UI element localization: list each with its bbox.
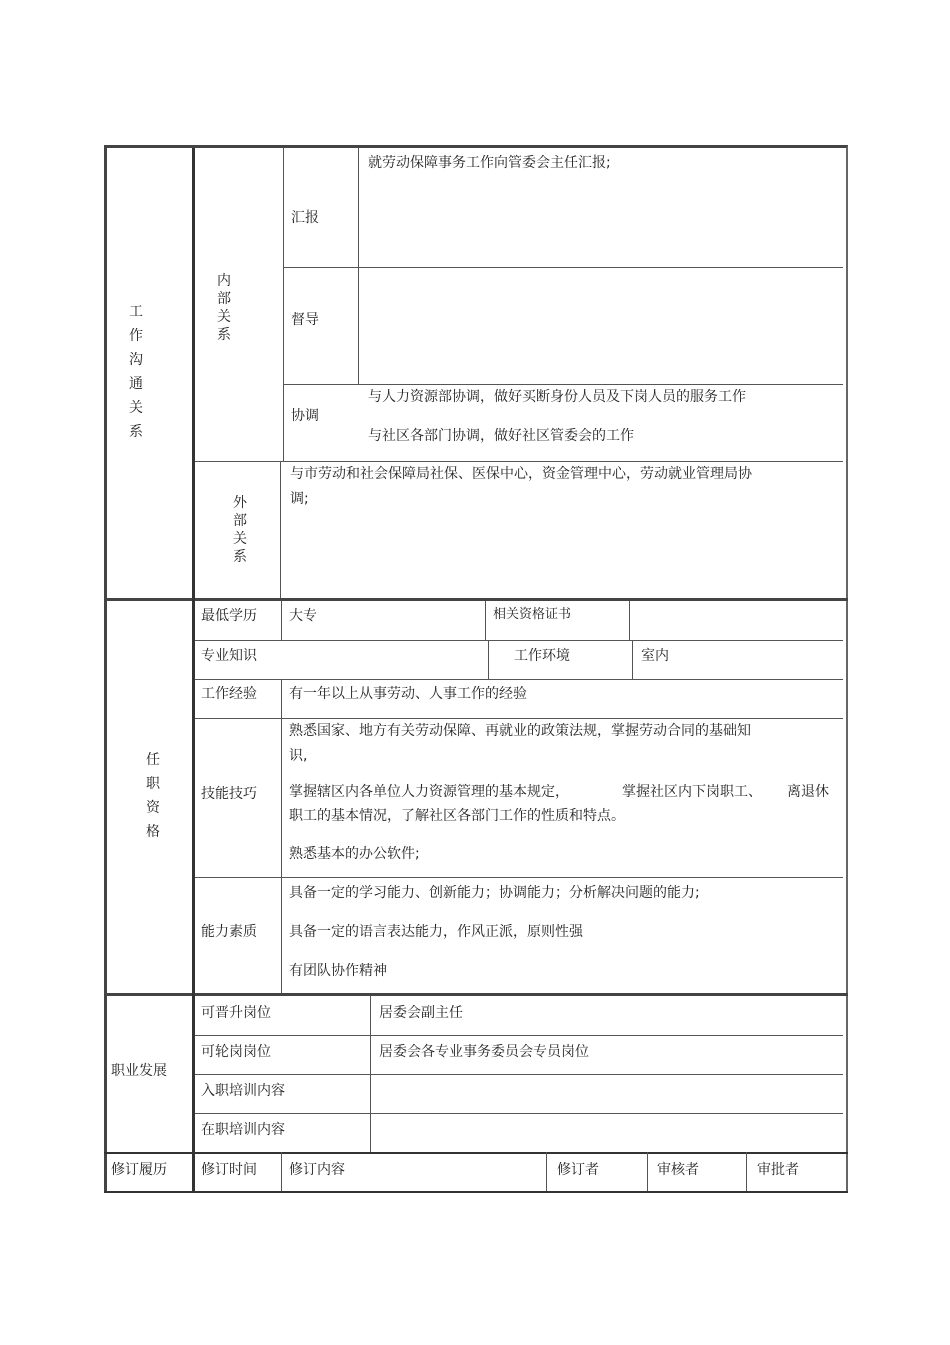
column-divider <box>632 640 633 679</box>
revision-title: 修订履历 <box>111 1162 167 1178</box>
column-divider <box>647 1152 648 1191</box>
skills-label: 技能技巧 <box>201 786 257 802</box>
section-title-qualification: 任职资格 <box>146 752 160 840</box>
education-value: 大专 <box>289 608 317 624</box>
ability-line-3: 有团队协作精神 <box>289 963 387 979</box>
column-divider <box>281 601 282 640</box>
row-divider <box>195 679 843 680</box>
revision-col-content: 修订内容 <box>289 1162 345 1178</box>
row-divider <box>195 461 843 462</box>
column-divider <box>488 640 489 679</box>
column-divider <box>629 601 630 640</box>
onboarding-training-label: 入职培训内容 <box>201 1083 285 1099</box>
section-divider <box>104 598 848 601</box>
column-divider <box>280 461 281 598</box>
row-divider <box>195 1074 843 1075</box>
row-divider <box>195 1035 843 1036</box>
revision-col-approver: 审批者 <box>757 1162 799 1178</box>
column-divider <box>281 1152 282 1191</box>
column-divider <box>192 148 195 1193</box>
revision-col-time: 修订时间 <box>201 1162 257 1178</box>
coordinate-line-1: 与人力资源部协调，做好买断身份人员及下岗人员的服务工作 <box>368 389 746 405</box>
table-bottom-border <box>104 1191 848 1193</box>
coordinate-line-2: 与社区各部门协调，做好社区管委会的工作 <box>368 428 634 444</box>
report-label: 汇报 <box>291 210 319 226</box>
row-divider <box>195 640 843 641</box>
environment-label: 工作环境 <box>514 648 570 664</box>
education-label: 最低学历 <box>201 608 257 624</box>
column-divider <box>370 996 371 1152</box>
report-text: 就劳动保障事务工作向管委会主任汇报; <box>368 155 611 171</box>
column-divider <box>746 1152 747 1191</box>
column-divider <box>546 1152 547 1191</box>
skills-line-1: 熟悉国家、地方有关劳动保障、再就业的政策法规，掌握劳动合同的基础知 <box>289 723 751 739</box>
certificate-label: 相关资格证书 <box>493 607 572 622</box>
coordinate-label: 协调 <box>291 408 319 424</box>
external-line-2: 调; <box>290 491 309 507</box>
section-divider <box>104 993 848 996</box>
revision-col-reviser: 修订者 <box>557 1162 599 1178</box>
row-divider <box>195 1113 843 1114</box>
promotion-value: 居委会副主任 <box>379 1005 463 1021</box>
section-title-career: 职业发展 <box>111 1063 167 1079</box>
column-divider <box>358 148 359 384</box>
experience-label: 工作经验 <box>201 686 257 702</box>
ability-label: 能力素质 <box>201 924 257 940</box>
row-divider <box>283 267 843 268</box>
skills-line-2: 识, <box>289 748 308 764</box>
inservice-training-label: 在职培训内容 <box>201 1122 285 1138</box>
supervise-label: 督导 <box>291 312 319 328</box>
row-divider <box>283 384 843 385</box>
knowledge-label: 专业知识 <box>201 648 257 664</box>
column-divider <box>281 679 282 993</box>
section-divider <box>104 1152 848 1154</box>
environment-value: 室内 <box>641 648 669 664</box>
skills-line-3a: 掌握辖区内各单位人力资源管理的基本规定， <box>289 784 569 800</box>
revision-col-reviewer: 审核者 <box>657 1162 699 1178</box>
section-title-communication: 工作沟通关系 <box>129 304 143 440</box>
rotation-label: 可轮岗岗位 <box>201 1044 271 1060</box>
row-divider <box>195 718 843 719</box>
promotion-label: 可晋升岗位 <box>201 1005 271 1021</box>
rotation-value: 居委会各专业事务委员会专员岗位 <box>379 1044 589 1060</box>
external-line-1: 与市劳动和社会保障局社保、医保中心，资金管理中心，劳动就业管理局协 <box>290 466 752 482</box>
row-divider <box>195 877 843 878</box>
skills-line-3c: 离退休 <box>787 784 829 800</box>
ability-line-2: 具备一定的语言表达能力，作风正派，原则性强 <box>289 924 583 940</box>
column-divider <box>485 601 486 640</box>
internal-relations-title: 内部关系 <box>217 273 231 343</box>
skills-line-5: 熟悉基本的办公软件; <box>289 846 420 862</box>
external-relations-title: 外部关系 <box>233 495 247 565</box>
column-divider <box>283 148 284 461</box>
skills-line-3b: 掌握社区内下岗职工、 <box>622 784 762 800</box>
skills-line-4: 职工的基本情况，了解社区各部门工作的性质和特点。 <box>289 808 625 824</box>
ability-line-1: 具备一定的学习能力、创新能力；协调能力；分析解决问题的能力; <box>289 885 700 901</box>
experience-value: 有一年以上从事劳动、人事工作的经验 <box>289 686 527 702</box>
